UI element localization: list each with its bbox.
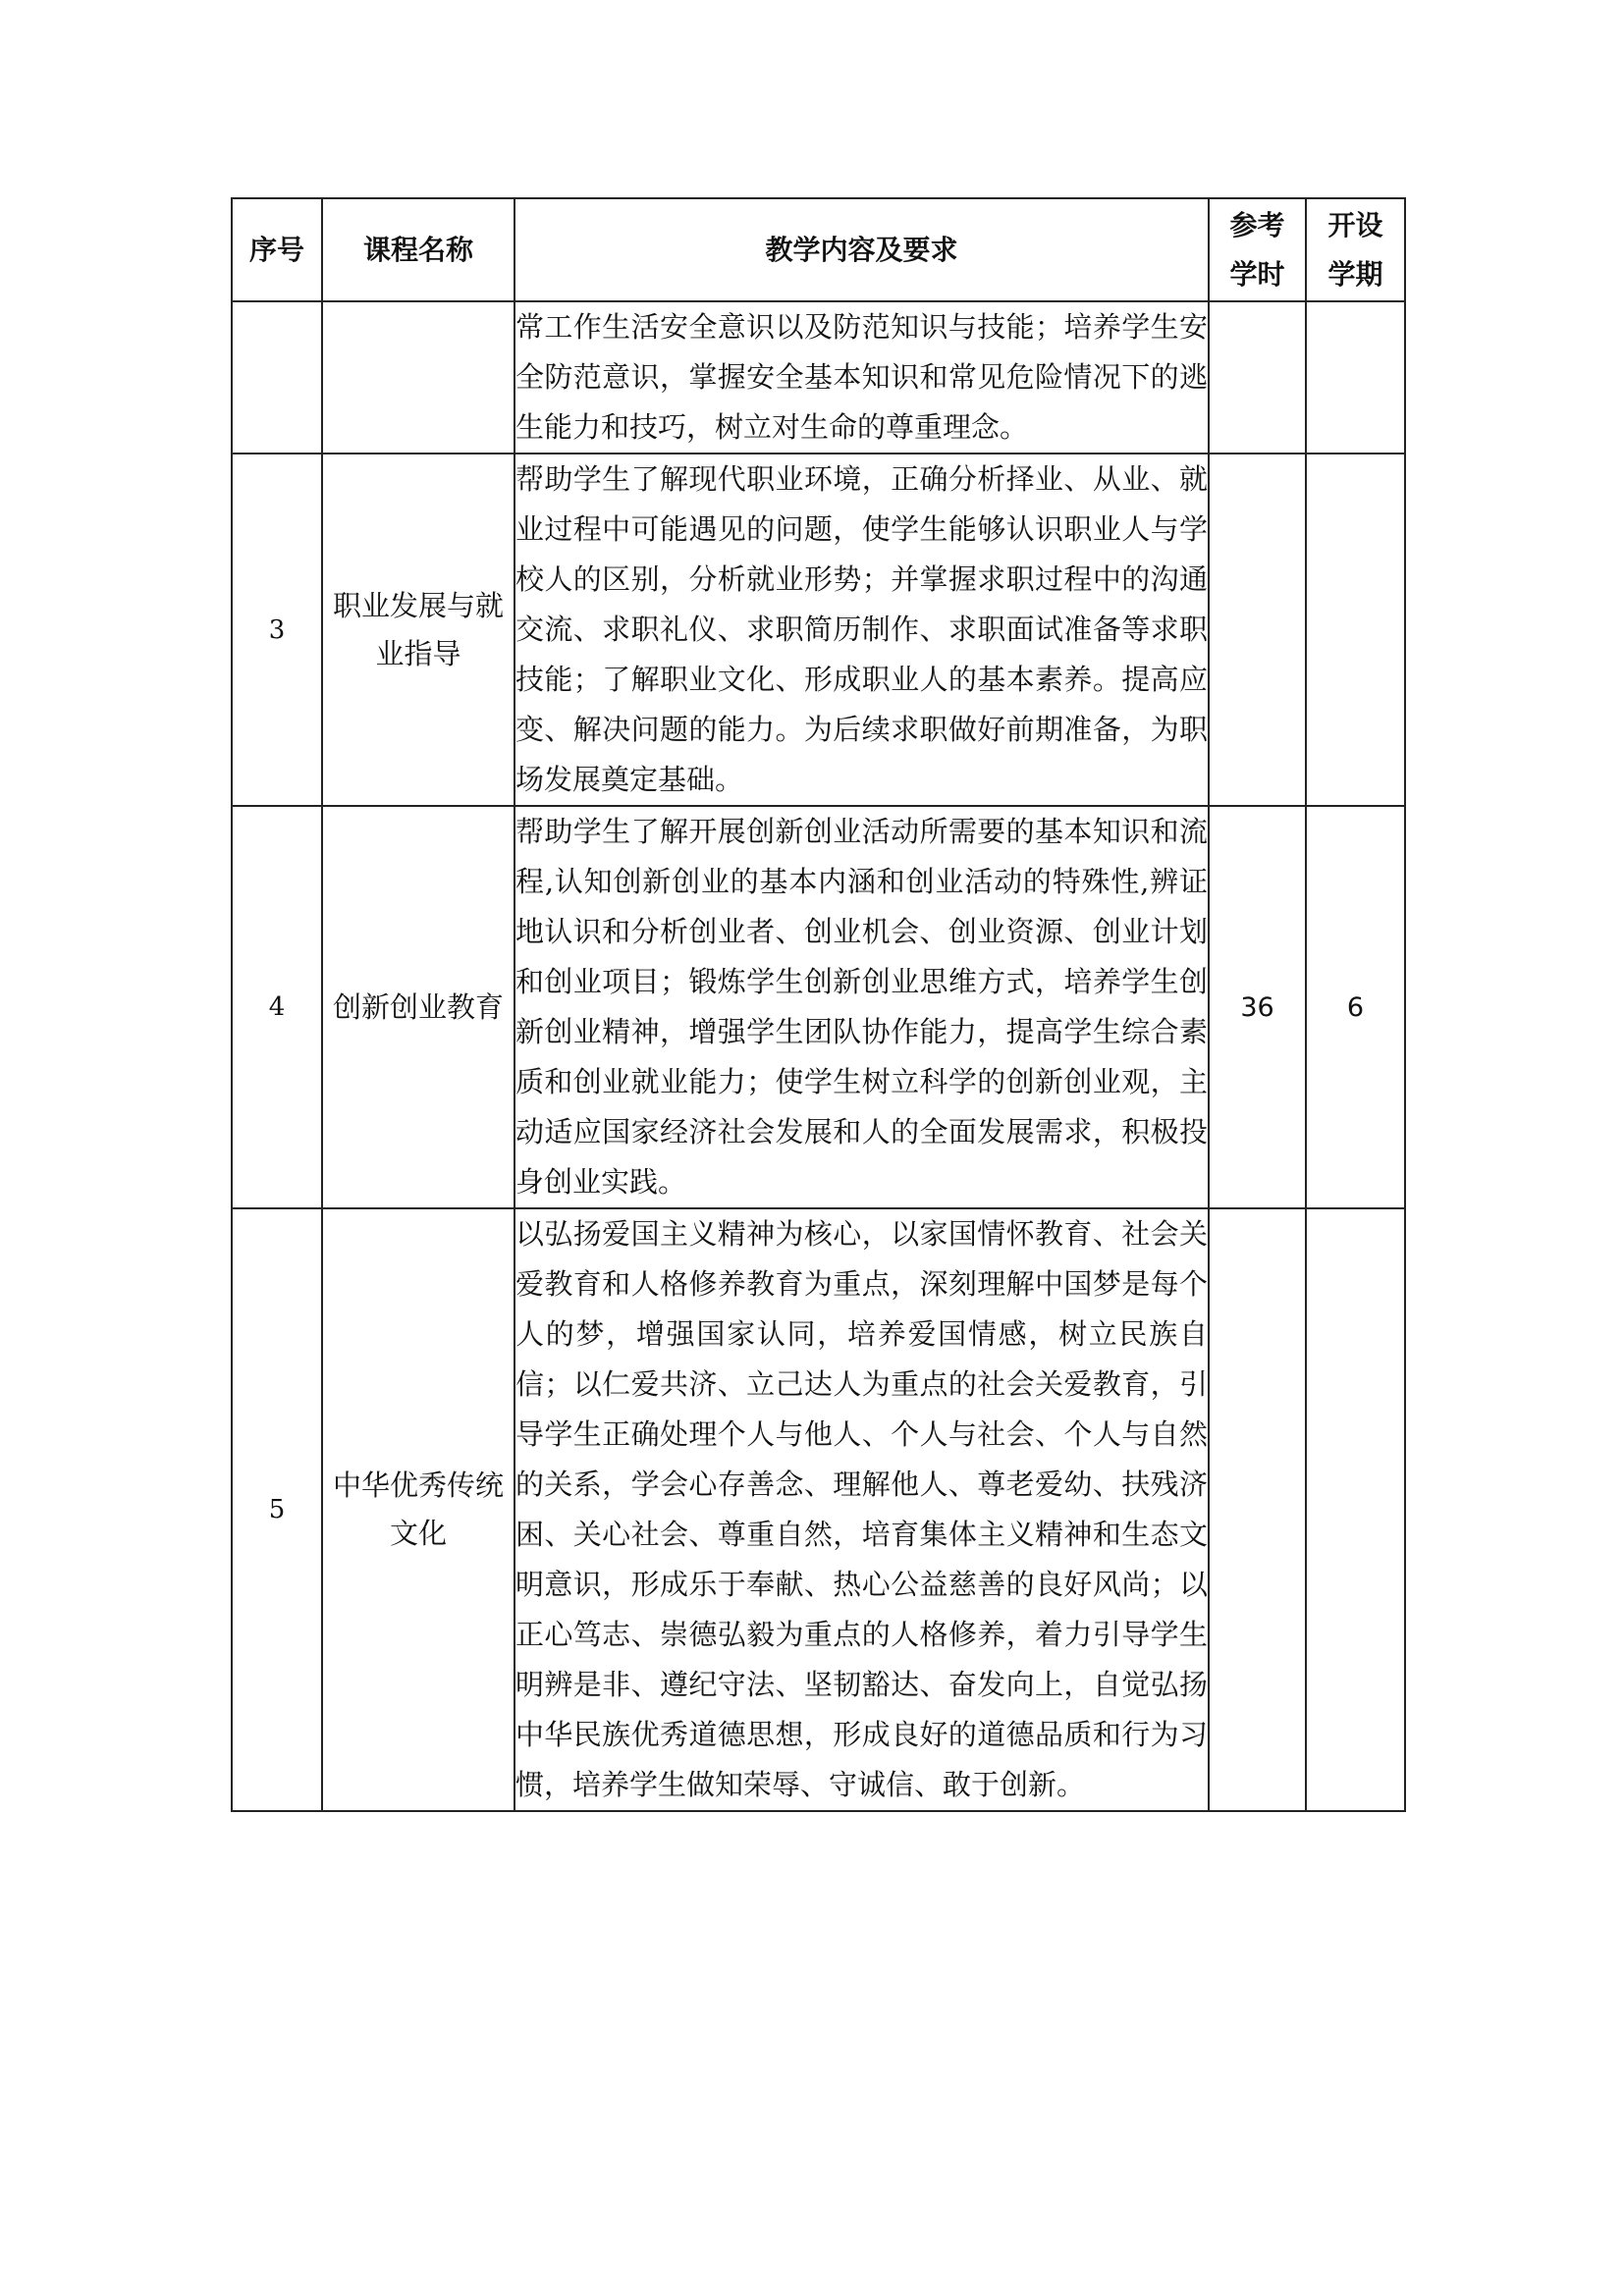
header-hours-line2: 学时: [1229, 257, 1285, 291]
header-term-line1: 开设: [1327, 208, 1383, 241]
row-term: 6: [1306, 806, 1405, 1208]
row-term: [1306, 301, 1405, 454]
row-term: [1306, 1208, 1405, 1811]
header-term-line2: 学期: [1327, 257, 1383, 291]
row-seq: [232, 301, 322, 454]
row-term: [1306, 454, 1405, 806]
header-hours-line1: 参考: [1229, 208, 1285, 241]
table-row: [232, 806, 1405, 1208]
row-hours: [1209, 301, 1306, 454]
row-course-name: 职业发展与就业指导: [322, 454, 514, 806]
header-term: [1306, 198, 1405, 301]
row-seq: 5: [232, 1208, 322, 1811]
header-content: 教学内容及要求: [514, 198, 1209, 301]
course-table: [231, 197, 1406, 1812]
row-content: 常工作生活安全意识以及防范知识与技能；培养学生安全防范意识，掌握安全基本知识和常见危险情况下的逃生能力和技巧，树立对生命的尊重理念。: [514, 301, 1209, 454]
header-hours: [1209, 198, 1306, 301]
row-course-name: 创新创业教育: [322, 806, 514, 1208]
row-seq: 4: [232, 806, 322, 1208]
row-content: 帮助学生了解现代职业环境，正确分析择业、从业、就业过程中可能遇见的问题，使学生能够认识职业人与学校人的区别，分析就业形势；并掌握求职过程中的沟通交流、求职礼仪、求职简历制作、求职面试准备等求职技能；了解职业文化、形成职业人的基本素养。提高应变、解决问题的能力。为后续求职做好前期准备，为职场发展奠定基础。: [514, 454, 1209, 806]
row-content: 帮助学生了解开展创新创业活动所需要的基本知识和流程,认知创新创业的基本内涵和创业活动的特殊性,辨证地认识和分析创业者、创业机会、创业资源、创业计划和创业项目；锻炼学生创新创业思维方式，培养学生创新创业精神，增强学生团队协作能力，提高学生综合素质和创业就业能力；使学生树立科学的创新创业观，主动适应国家经济社会发展和人的全面发展需求，积极投身创业实践。: [514, 806, 1209, 1208]
table-row: [232, 454, 1405, 806]
header-course-name: 课程名称: [322, 198, 514, 301]
table-row: [232, 1208, 1405, 1811]
header-seq: 序号: [232, 198, 322, 301]
row-hours: 36: [1209, 806, 1306, 1208]
table-header-row: [232, 198, 1405, 301]
row-hours: [1209, 1208, 1306, 1811]
row-hours: [1209, 454, 1306, 806]
row-content: 以弘扬爱国主义精神为核心，以家国情怀教育、社会关爱教育和人格修养教育为重点，深刻理解中国梦是每个人的梦，增强国家认同，培养爱国情感，树立民族自信；以仁爱共济、立己达人为重点的社会关爱教育，引导学生正确处理个人与他人、个人与社会、个人与自然的关系，学会心存善念、理解他人、尊老爱幼、扶残济困、关心社会、尊重自然，培育集体主义精神和生态文明意识，形成乐于奉献、热心公益慈善的良好风尚；以正心笃志、崇德弘毅为重点的人格修养，着力引导学生明辨是非、遵纪守法、坚韧豁达、奋发向上，自觉弘扬中华民族优秀道德思想，形成良好的道德品质和行为习惯，培养学生做知荣辱、守诚信、敢于创新。: [514, 1208, 1209, 1811]
row-course-name: [322, 301, 514, 454]
row-course-name: 中华优秀传统文化: [322, 1208, 514, 1811]
row-seq: 3: [232, 454, 322, 806]
table-row: [232, 301, 1405, 454]
